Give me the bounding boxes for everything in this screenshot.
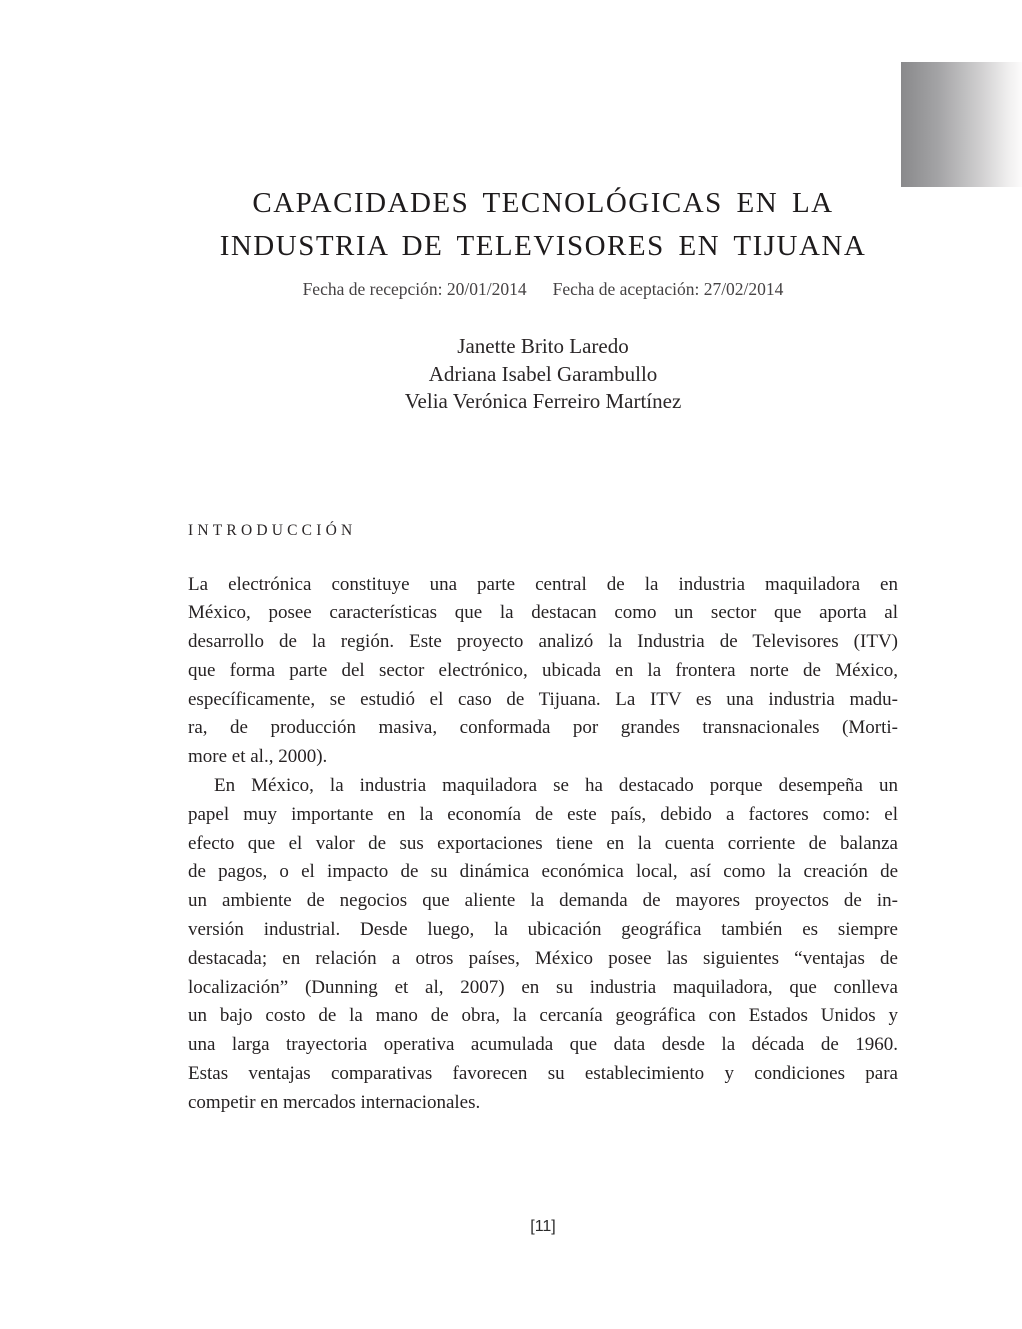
text-line: versión industrial. Desde luego, la ubicación geográfica también es siempre [188,919,898,941]
text-line: papel muy importante en la economía de este país, debido a factores como: el [188,803,898,825]
text-line: efecto que el valor de sus exportaciones tiene en la cuenta corriente de balanza [188,832,898,854]
author-name: Adriana Isabel Garambullo [428,361,658,386]
body-text [188,571,898,1118]
paragraph [188,772,898,1118]
article-title-line: CAPACIDADES TECNOLÓGICAS EN LA [252,187,834,219]
text-line: un ambiente de negocios que aliente la demanda de mayores proyectos de in- [188,890,898,912]
reception-date: Fecha de recepción: 20/01/2014 [302,279,527,299]
text-line: de pagos, o el impacto de su dinámica económica local, así como la creación de [188,861,898,883]
text-line: un bajo costo de la mano de obra, la cercanía geográfica con Estados Unidos y [188,1005,898,1027]
text-line: localización” (Dunning et al, 2007) en su industria maquiladora, que conlleva [188,976,898,998]
author-name: Janette Brito Laredo [457,334,629,358]
text-line: que forma parte del sector electrónico, ubicada en la frontera norte de México, [188,659,898,681]
text-line: una larga trayectoria operativa acumulada que data desde la década de 1960. [188,1034,898,1056]
text-line: Estas ventajas comparativas favorecen su establecimiento y condiciones para [188,1063,898,1085]
acceptance-date: Fecha de aceptación: 27/02/2014 [552,279,784,299]
authors-block [188,333,898,416]
text-line: específicamente, se estudió el caso de Tijuana. La ITV es una industria madu- [188,688,898,710]
text-line: México, posee características que la destacan como un sector que aporta al [188,602,898,624]
article-content [188,0,898,1235]
text-line: ra, de producción masiva, conformada por grandes transnacionales (Morti- [188,717,898,739]
page-number: [11] [530,1218,556,1235]
text-line: destacada; en relación a otros países, México posee las siguientes “ventajas de [188,947,898,969]
text-line: desarrollo de la región. Este proyecto analizó la Industria de Televisores (ITV) [188,631,898,653]
section-heading-introduccion: INTRODUCCIÓN [188,521,357,539]
text-line: more et al., 2000). [188,746,328,768]
article-title [188,182,898,268]
text-line: competir en mercados internacionales. [188,1091,481,1113]
dates-row [188,279,898,300]
article-title-line: INDUSTRIA DE TELEVISORES EN TIJUANA [219,230,867,262]
paragraph [188,571,898,773]
text-line: La electrónica constituye una parte central de la industria maquiladora en [188,573,898,595]
author-name: Velia Verónica Ferreiro Martínez [404,389,682,413]
corner-gradient-decoration [901,62,1022,187]
text-line: En México, la industria maquiladora se ha destacado porque desempeña un [214,775,898,797]
